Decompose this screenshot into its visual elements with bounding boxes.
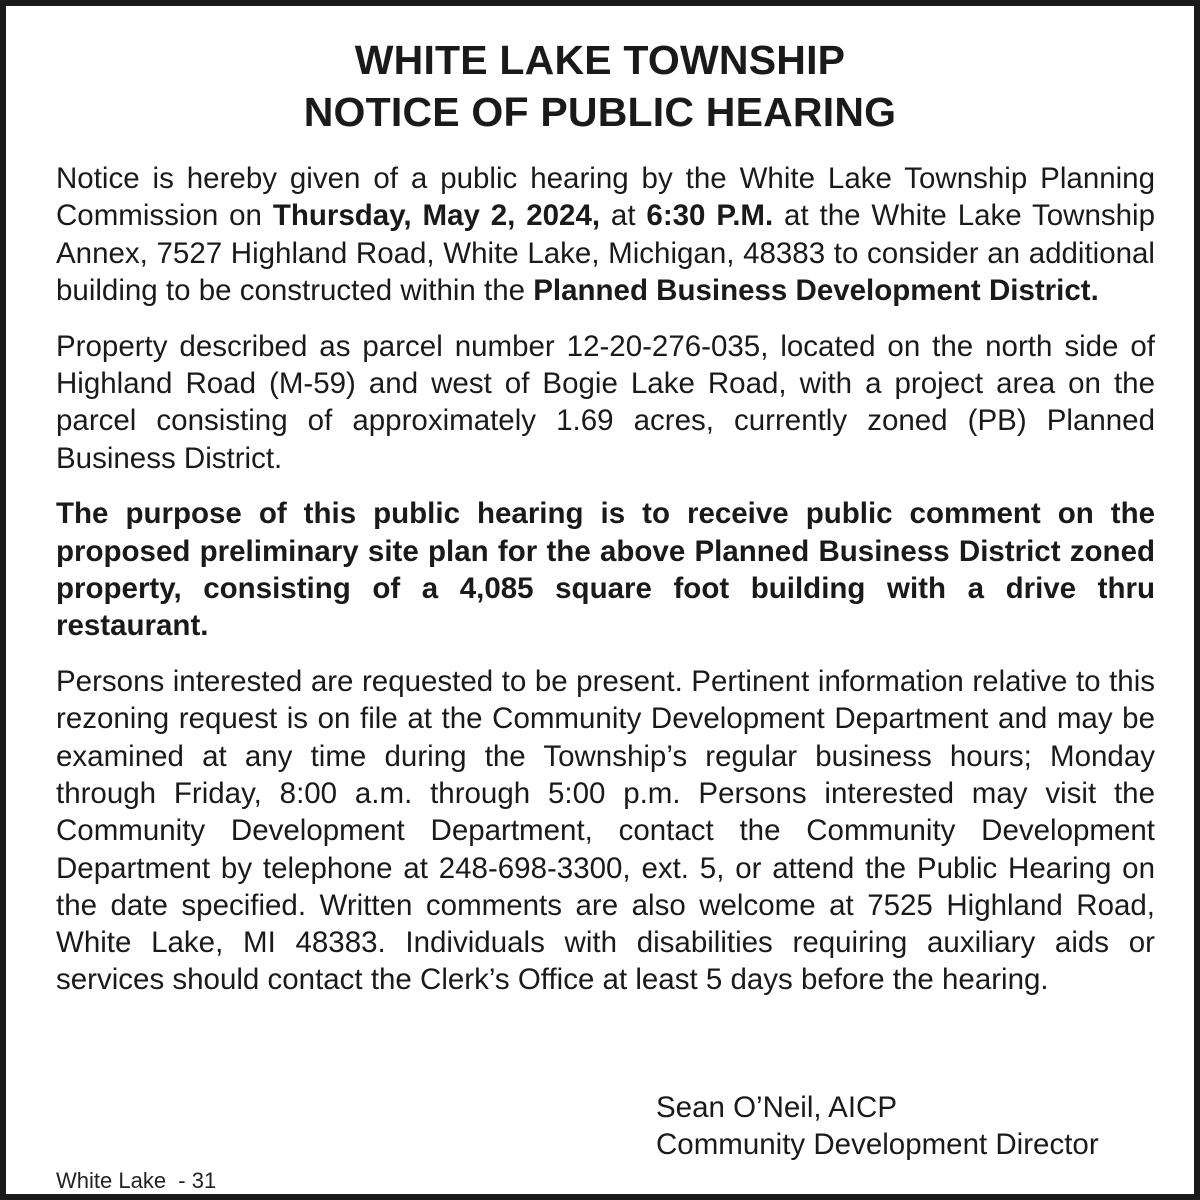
- page-footer: White Lake - 31: [56, 1168, 217, 1193]
- notice-title: [6, 34, 1194, 138]
- district-name: Planned Business Development District.: [533, 273, 1099, 307]
- hearing-time: 6:30 P.M.: [646, 199, 774, 233]
- intro-text-b: at: [600, 199, 647, 233]
- signature-block: [656, 1089, 1099, 1163]
- title-township: WHITE LAKE TOWNSHIP: [354, 37, 846, 83]
- signer-title: Community Development Director: [656, 1128, 1099, 1161]
- paragraph-intro: [56, 160, 1155, 309]
- purpose-text: The purpose of this public hearing is to receive public comment on the proposed preliminary site plan for the above Planned Business District zoned property, consisting of a 4,085 square foot building with a drive thru restaurant.: [56, 497, 1155, 643]
- paragraph-property: Property described as parcel number 12-20-276-035, located on the north side of Highland Road (M-59) and west of Bogie Lake Road, with a project area on the parcel consisting of approximately 1.69 acres, currently zoned (PB) Planned Business District.: [56, 329, 1155, 475]
- paragraph-purpose: [56, 495, 1155, 644]
- paragraph-details: Persons interested are requested to be present. Pertinent information relative to this rezoning request is on file at the Community Development Department and may be examined at any time during the Township’s regular business hours; Monday through Friday, 8:00 a.m. through 5:00 p.m. Persons interested may visit the Community Development Department, contact the Community Development Department by telephone at 248-698-3300, ext. 5, or attend the Public Hearing on the date specified. Written comments are also welcome at 7525 Highland Road, White Lake, MI 48383. Individuals with disabilities requiring auxiliary aids or services should contact the Clerk’s Office at least 5 days before the hearing.: [56, 665, 1155, 997]
- signer-name: Sean O’Neil, AICP: [656, 1091, 898, 1124]
- hearing-date: Thursday, May 2, 2024,: [272, 199, 601, 233]
- intro-text-c: at the White Lake Township Annex, 7527 Highland Road, White Lake, Michigan, 48383 to consider an additional building to be constructed within the: [56, 199, 1155, 307]
- notice-body: [56, 160, 1155, 1017]
- title-notice: NOTICE OF PUBLIC HEARING: [303, 89, 897, 135]
- intro-text-a: Notice is hereby given of a public hearing by the White Lake Township Planning Commission on: [56, 162, 1155, 233]
